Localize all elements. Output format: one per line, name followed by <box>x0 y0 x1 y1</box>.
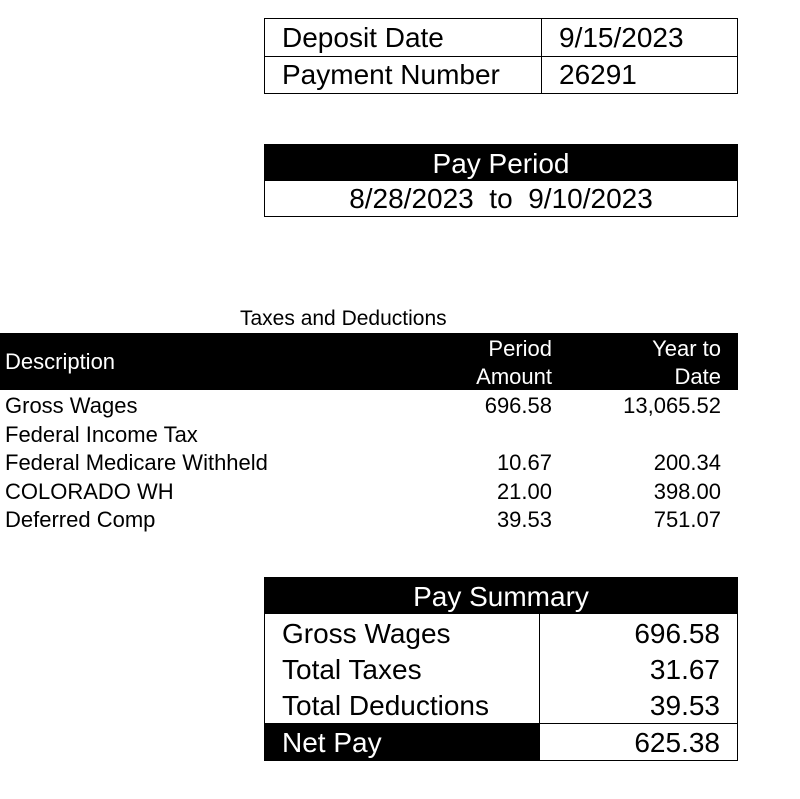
column-header-period-amount: Period Amount <box>476 336 552 389</box>
row-year-to-date: 751.07 <box>653 507 721 532</box>
deposit-date-label: Deposit Date <box>282 22 444 53</box>
table-row <box>0 421 738 450</box>
table-row <box>0 392 738 421</box>
summary-row-total-taxes <box>265 651 737 687</box>
row-year-to-date: 13,065.52 <box>623 393 721 418</box>
total-taxes-value: 31.67 <box>649 654 720 685</box>
payment-number-value: 26291 <box>559 59 637 90</box>
total-deductions-value: 39.53 <box>649 690 720 721</box>
row-description: Deferred Comp <box>5 507 156 532</box>
pay-period-box <box>264 144 738 217</box>
pay-period-title: Pay Period <box>265 145 737 181</box>
row-period-amount: 39.53 <box>496 507 552 532</box>
total-deductions-label: Total Deductions <box>282 690 490 721</box>
pay-summary-title: Pay Summary <box>265 578 737 614</box>
pay-summary-box <box>264 577 738 761</box>
payment-number-label: Payment Number <box>282 59 500 90</box>
taxes-deductions-rows <box>0 392 738 535</box>
summary-divider <box>539 614 540 760</box>
gross-wages-value: 696.58 <box>634 618 720 649</box>
row-period-amount: 21.00 <box>496 478 552 504</box>
net-pay-label: Net Pay <box>282 727 382 758</box>
deposit-date-value: 9/15/2023 <box>559 22 684 53</box>
summary-row-total-deductions <box>265 687 737 723</box>
row-period-amount: 10.67 <box>496 450 552 475</box>
taxes-deductions-header <box>0 333 738 390</box>
column-header-description: Description <box>5 349 116 374</box>
summary-row-net-pay <box>265 723 737 761</box>
deposit-date-row <box>265 19 737 57</box>
gross-wages-label: Gross Wages <box>282 618 451 649</box>
row-description: Federal Income Tax <box>5 421 198 447</box>
table-row <box>0 506 738 535</box>
total-taxes-label: Total Taxes <box>282 654 422 685</box>
deposit-info-table <box>264 18 738 94</box>
row-description: Gross Wages <box>5 393 138 418</box>
row-period-amount: 696.58 <box>484 393 552 418</box>
payment-number-row <box>265 56 737 93</box>
table-row <box>0 449 738 478</box>
column-header-year-to-date: Year to Date <box>652 336 721 389</box>
deposit-divider <box>541 19 542 93</box>
row-description: COLORADO WH <box>5 478 174 504</box>
pay-period-range: 8/28/2023 to 9/10/2023 <box>349 183 653 214</box>
row-year-to-date: 398.00 <box>653 478 721 504</box>
summary-row-gross-wages <box>265 615 737 651</box>
row-description: Federal Medicare Withheld <box>5 450 268 475</box>
row-year-to-date: 200.34 <box>653 450 721 475</box>
taxes-deductions-title: Taxes and Deductions <box>240 307 447 330</box>
net-pay-value: 625.38 <box>634 727 720 758</box>
table-row <box>0 478 738 507</box>
